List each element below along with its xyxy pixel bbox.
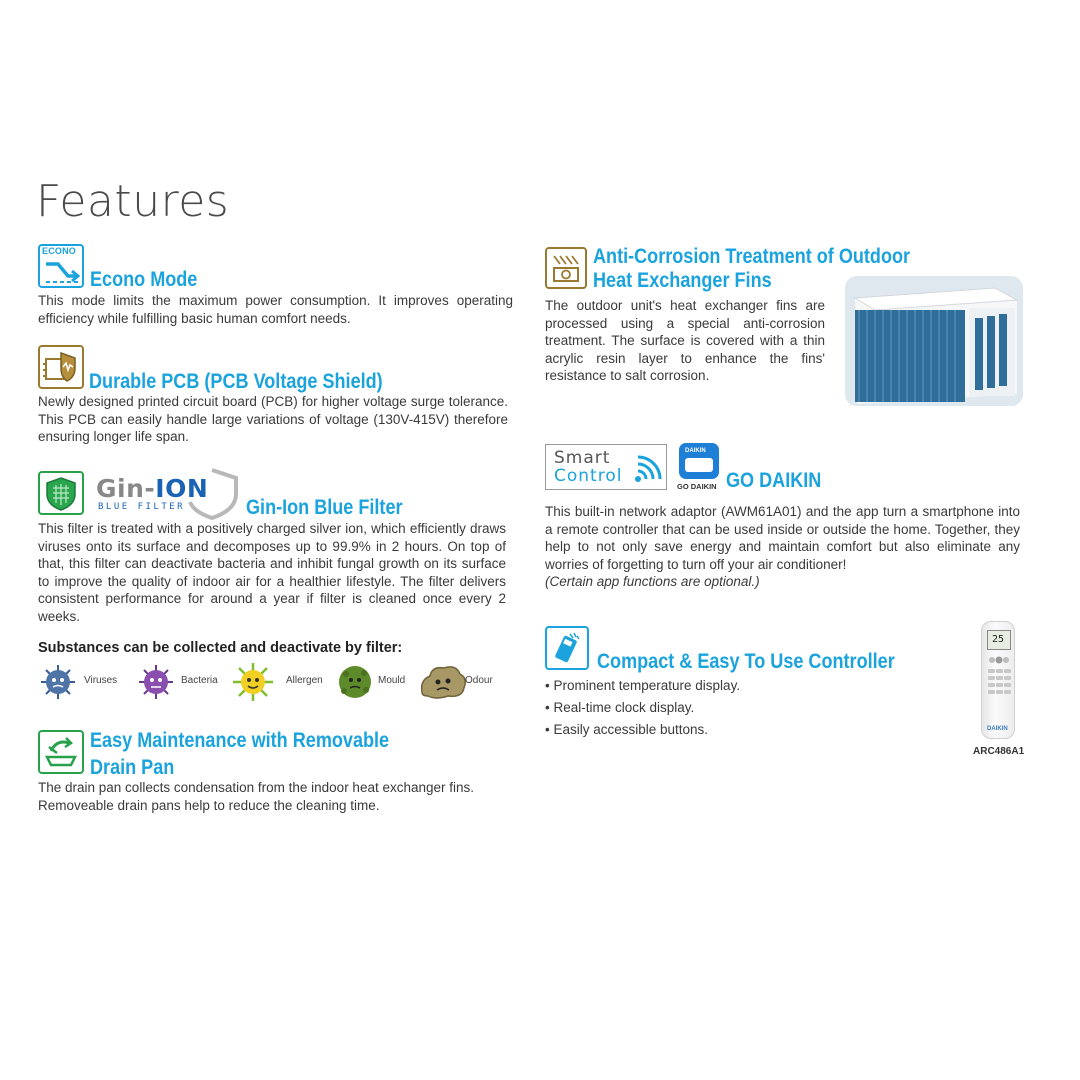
controller-model: ARC486A1 (973, 746, 1025, 757)
godaikin-title: GO DAIKIN (726, 469, 822, 492)
godaikin-text: This built-in network adaptor (AWM61A01) and the app turn a smartphone into a remote controller that can be used inside or outside the home. Together, they help to not only save energy and maintain comfort but also eliminate any worries of forgetting to turn off your air conditioner! (545, 504, 1020, 572)
controller-bullet: • Real-time clock display. (545, 700, 695, 715)
pcb-text: Newly designed printed circuit board (PCB) for higher voltage surge tolerance. This PCB can easily handle large variations of voltage (130V-415V) therefore ensuring longer life span. (38, 394, 508, 444)
drain-section (38, 728, 516, 818)
remote-controller-icon (545, 626, 589, 670)
ginion-logo (96, 468, 242, 520)
econo-badge: ECONO (42, 246, 77, 256)
wifi-icon (634, 453, 662, 483)
econo-title: Econo Mode (90, 268, 198, 291)
substances-title: Substances can be collected and deactivate by filter: (38, 640, 403, 656)
substances-row (38, 662, 513, 702)
substance-label-bacteria: Bacteria (181, 675, 218, 686)
drain-title-line1: Easy Maintenance with Removable (90, 729, 390, 752)
pcb-icon (38, 345, 84, 389)
econo-icon (38, 244, 84, 288)
corrosion-text: The outdoor unit's heat exchanger fins are processed using a special anti-corrosion treatment. The surface is covered with a thin acrylic resin layer to enhance the fins' resistance to salt corrosion. (545, 298, 825, 383)
controller-title: Compact & Easy To Use Controller (597, 650, 895, 673)
virus-icon (38, 663, 78, 701)
ginion-section (38, 468, 510, 628)
godaikin-note: (Certain app functions are optional.) (545, 574, 760, 589)
controller-bullet: • Prominent temperature display. (545, 678, 741, 693)
substance-label-viruses: Viruses (84, 675, 118, 686)
controller-bullet: • Easily accessible buttons. (545, 722, 709, 737)
remote-brand: DAIKIN (987, 726, 1008, 732)
allergen-icon (231, 662, 275, 702)
smart-control-logo (545, 444, 667, 490)
ginion-title: Gin-Ion Blue Filter (246, 496, 403, 519)
heat-exchanger-icon (545, 247, 587, 289)
mould-icon (336, 664, 374, 700)
ginion-text: This filter is treated with a positively charged silver ion, which efficiently draws viruses onto its surface and decomposes up to 99.9% in 2 hours. On top of that, this filter can deactivate bacteria and inhibit fungal growth on its surface to improve the quality of indoor air for a healthier lifestyle. The filter delivers consistent performance for around a year if filter is cleaned once every 2 weeks. (38, 521, 506, 624)
smart-control-line1: Smart (554, 448, 611, 468)
controller-bullets (545, 675, 740, 741)
smart-control-line2: Control (554, 466, 623, 486)
corrosion-title-line2: Heat Exchanger Fins (593, 269, 772, 292)
bacteria-icon (136, 663, 176, 701)
godaikin-section (545, 443, 1023, 593)
filter-shield-icon (38, 471, 84, 515)
pcb-title: Durable PCB (PCB Voltage Shield) (89, 370, 383, 393)
ginion-logo-gin: Gin- (96, 474, 156, 503)
pcb-section (38, 345, 510, 445)
drain-pan-icon (38, 730, 84, 774)
econo-section (38, 242, 513, 327)
drain-text: The drain pan collects condensation from the indoor heat exchanger fins. Removeable drain pans help to reduce the cleaning time. (38, 780, 475, 813)
remote-display (987, 630, 1011, 650)
substance-label-allergen: Allergen (286, 675, 323, 686)
corrosion-section (545, 245, 1025, 410)
ginion-logo-ion: ION (155, 474, 209, 503)
app-icon-brand: DAIKIN (685, 448, 706, 454)
odour-icon (418, 662, 468, 702)
controller-section (545, 622, 1025, 762)
ginion-logo-sub: BLUE FILTER (98, 502, 186, 512)
app-caption: GO DAIKIN (677, 482, 717, 491)
substance-label-odour: Odour (465, 675, 493, 686)
drain-title-line2: Drain Pan (90, 756, 175, 779)
substance-label-mould: Mould (378, 675, 406, 686)
econo-text: This mode limits the maximum power consumption. It improves operating efficiency while fulfilling basic human comfort needs. (38, 293, 513, 326)
remote-display-value: 25 (992, 634, 1005, 645)
corrosion-title-line1: Anti-Corrosion Treatment of Outdoor (593, 245, 911, 268)
go-daikin-app-icon (679, 443, 719, 479)
outdoor-unit-photo (845, 276, 1023, 406)
remote-controller-image (981, 621, 1015, 739)
page-title: Features (36, 176, 230, 227)
